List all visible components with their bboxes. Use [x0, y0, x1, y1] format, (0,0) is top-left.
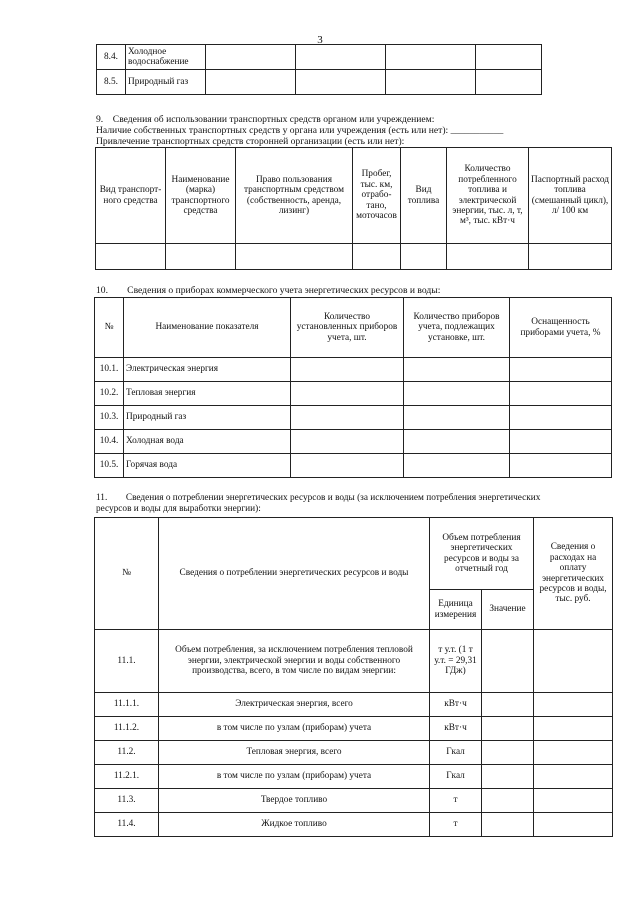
empty-cell [529, 244, 612, 270]
section10-heading: 10. Сведения о приборах коммерческого учета энергетических ресурсов и воды: [96, 285, 441, 296]
row-number: 11.1. [95, 630, 159, 693]
row-label: Объем потребления, за исключением потребления тепловой энергии, электрической энергии и воды собственного производства, всего, в том числе по видам энергии: [159, 630, 430, 693]
empty-cell [482, 789, 534, 813]
empty-cell [482, 630, 534, 693]
empty-cell [353, 244, 401, 270]
header-number: № [95, 298, 124, 358]
table-row [95, 630, 613, 693]
empty-cell [236, 244, 353, 270]
header-fuel-type: Вид топлива [401, 148, 447, 244]
empty-cell [482, 717, 534, 741]
row-number: 8.5. [97, 70, 126, 95]
page-number: 3 [317, 34, 323, 46]
empty-cell [291, 406, 404, 430]
table-row [95, 765, 613, 789]
empty-cell [510, 358, 612, 382]
row-label: Электрическая энергия, всего [159, 693, 430, 717]
empty-cell [404, 430, 510, 454]
empty-cell [291, 430, 404, 454]
row-label: Тепловая энергия [124, 382, 291, 406]
table-header-row [96, 148, 612, 244]
table-row [95, 789, 613, 813]
empty-cell [96, 244, 166, 270]
row-unit: Гкал [430, 741, 482, 765]
empty-cell [534, 813, 613, 837]
table-row [95, 693, 613, 717]
header-unit: Единица измерения [430, 590, 482, 630]
table-row [95, 454, 612, 478]
empty-cell [482, 741, 534, 765]
header-number: № [95, 518, 159, 630]
empty-cell [510, 382, 612, 406]
row-unit: Гкал [430, 765, 482, 789]
row-number: 10.5. [95, 454, 124, 478]
row-label: Холодная вода [124, 430, 291, 454]
header-meter-coverage: Оснащенность приборами учета, % [510, 298, 612, 358]
empty-cell [476, 70, 542, 95]
table-row [95, 717, 613, 741]
empty-cell [206, 70, 296, 95]
table-row [95, 430, 612, 454]
header-annual-volume: Объем потребления энергетических ресурсов и воды за отчетный год [430, 518, 534, 590]
row-unit: т [430, 813, 482, 837]
empty-cell [404, 358, 510, 382]
row-number: 11.1.2. [95, 717, 159, 741]
row-number: 10.4. [95, 430, 124, 454]
row-unit: т у.т. (1 т у.т. = 29,31 ГДж) [430, 630, 482, 693]
header-usage-right: Право пользования транспортным средством (собственность, аренда, лизинг) [236, 148, 353, 244]
table-row [95, 358, 612, 382]
empty-cell [510, 406, 612, 430]
empty-cell [482, 765, 534, 789]
row-label: Горячая вода [124, 454, 291, 478]
row-number: 11.4. [95, 813, 159, 837]
row-number: 11.1.1. [95, 693, 159, 717]
empty-cell [386, 70, 476, 95]
section9-heading: 9. Сведения об использовании транспортных средств органом или учреждением: [96, 114, 435, 125]
row-number: 11.2.1. [95, 765, 159, 789]
header-mileage: Пробег, тыс. км, отработано, моточасов [353, 148, 401, 244]
header-vehicle-name: Наименование (марка) транспортного средства [166, 148, 236, 244]
row-label: Тепловая энергия, всего [159, 741, 430, 765]
empty-cell [534, 693, 613, 717]
empty-cell [482, 693, 534, 717]
table-row [95, 406, 612, 430]
empty-cell [291, 358, 404, 382]
header-meters-to-install: Количество приборов учета, подлежащих установке, шт. [404, 298, 510, 358]
transport-table [95, 147, 612, 270]
resources-continuation-table [96, 44, 542, 95]
empty-cell [534, 717, 613, 741]
row-number: 11.3. [95, 789, 159, 813]
row-label: Жидкое топливо [159, 813, 430, 837]
row-label: в том числе по узлам (приборам) учета [159, 717, 430, 741]
empty-cell [401, 244, 447, 270]
section9-hired-transport-line: Привлечение транспортных средств сторонней организации (есть или нет): [96, 136, 405, 147]
row-label: Природный газ [124, 406, 291, 430]
row-label: Природный газ [126, 70, 206, 95]
header-installed-meters: Количество установленных приборов учета, шт. [291, 298, 404, 358]
row-number: 10.3. [95, 406, 124, 430]
header-payment-costs: Сведения о расходах на оплату энергетических ресурсов и воды, тыс. руб. [534, 518, 613, 630]
empty-cell [534, 765, 613, 789]
header-consumption-info: Сведения о потреблении энергетических ресурсов и воды [159, 518, 430, 630]
row-number: 10.2. [95, 382, 124, 406]
table-row [97, 70, 542, 95]
empty-cell [476, 45, 542, 70]
row-unit: кВт·ч [430, 717, 482, 741]
section11-heading-line2: ресурсов и воды для выработки энергии): [96, 504, 261, 514]
row-number: 8.4. [97, 45, 126, 70]
empty-cell [534, 630, 613, 693]
row-label: в том числе по узлам (приборам) учета [159, 765, 430, 789]
header-vehicle-type: Вид транспортного средства [96, 148, 166, 244]
header-passport-consumption: Паспортный расход топлива (смешанный цикл), л/ 100 км [529, 148, 612, 244]
row-label: Электрическая энергия [124, 358, 291, 382]
empty-cell [404, 406, 510, 430]
table-header-row [95, 298, 612, 358]
empty-cell [386, 45, 476, 70]
empty-cell [534, 741, 613, 765]
empty-cell [296, 45, 386, 70]
row-label: Холодное водоснабжение [126, 45, 206, 70]
header-value: Значение [482, 590, 534, 630]
section9-own-transport-line: Наличие собственных транспортных средств у органа или учреждения (есть или нет): ___________ [96, 125, 504, 136]
row-unit: кВт·ч [430, 693, 482, 717]
empty-cell [291, 382, 404, 406]
empty-cell [510, 454, 612, 478]
row-unit: т [430, 789, 482, 813]
table-row [97, 45, 542, 70]
header-fuel-consumed: Количество потребленного топлива и электрической энергии, тыс. л, т, м³, тыс. кВт·ч [447, 148, 529, 244]
empty-cell [447, 244, 529, 270]
empty-cell [404, 454, 510, 478]
consumption-table [94, 517, 613, 837]
header-indicator-name: Наименование показателя [124, 298, 291, 358]
table-header-row [95, 518, 613, 590]
empty-cell [404, 382, 510, 406]
row-number: 10.1. [95, 358, 124, 382]
empty-cell [482, 813, 534, 837]
empty-cell [534, 789, 613, 813]
empty-cell [291, 454, 404, 478]
row-number: 11.2. [95, 741, 159, 765]
table-row [95, 741, 613, 765]
empty-cell [206, 45, 296, 70]
section11-heading-line1: 11. Сведения о потреблении энергетических ресурсов и воды (за исключением потребления энергетических [96, 493, 541, 503]
table-row [95, 382, 612, 406]
meters-table [94, 297, 612, 478]
empty-cell [510, 430, 612, 454]
row-label: Твердое топливо [159, 789, 430, 813]
empty-cell [166, 244, 236, 270]
table-row [96, 244, 612, 270]
table-row [95, 813, 613, 837]
empty-cell [296, 70, 386, 95]
